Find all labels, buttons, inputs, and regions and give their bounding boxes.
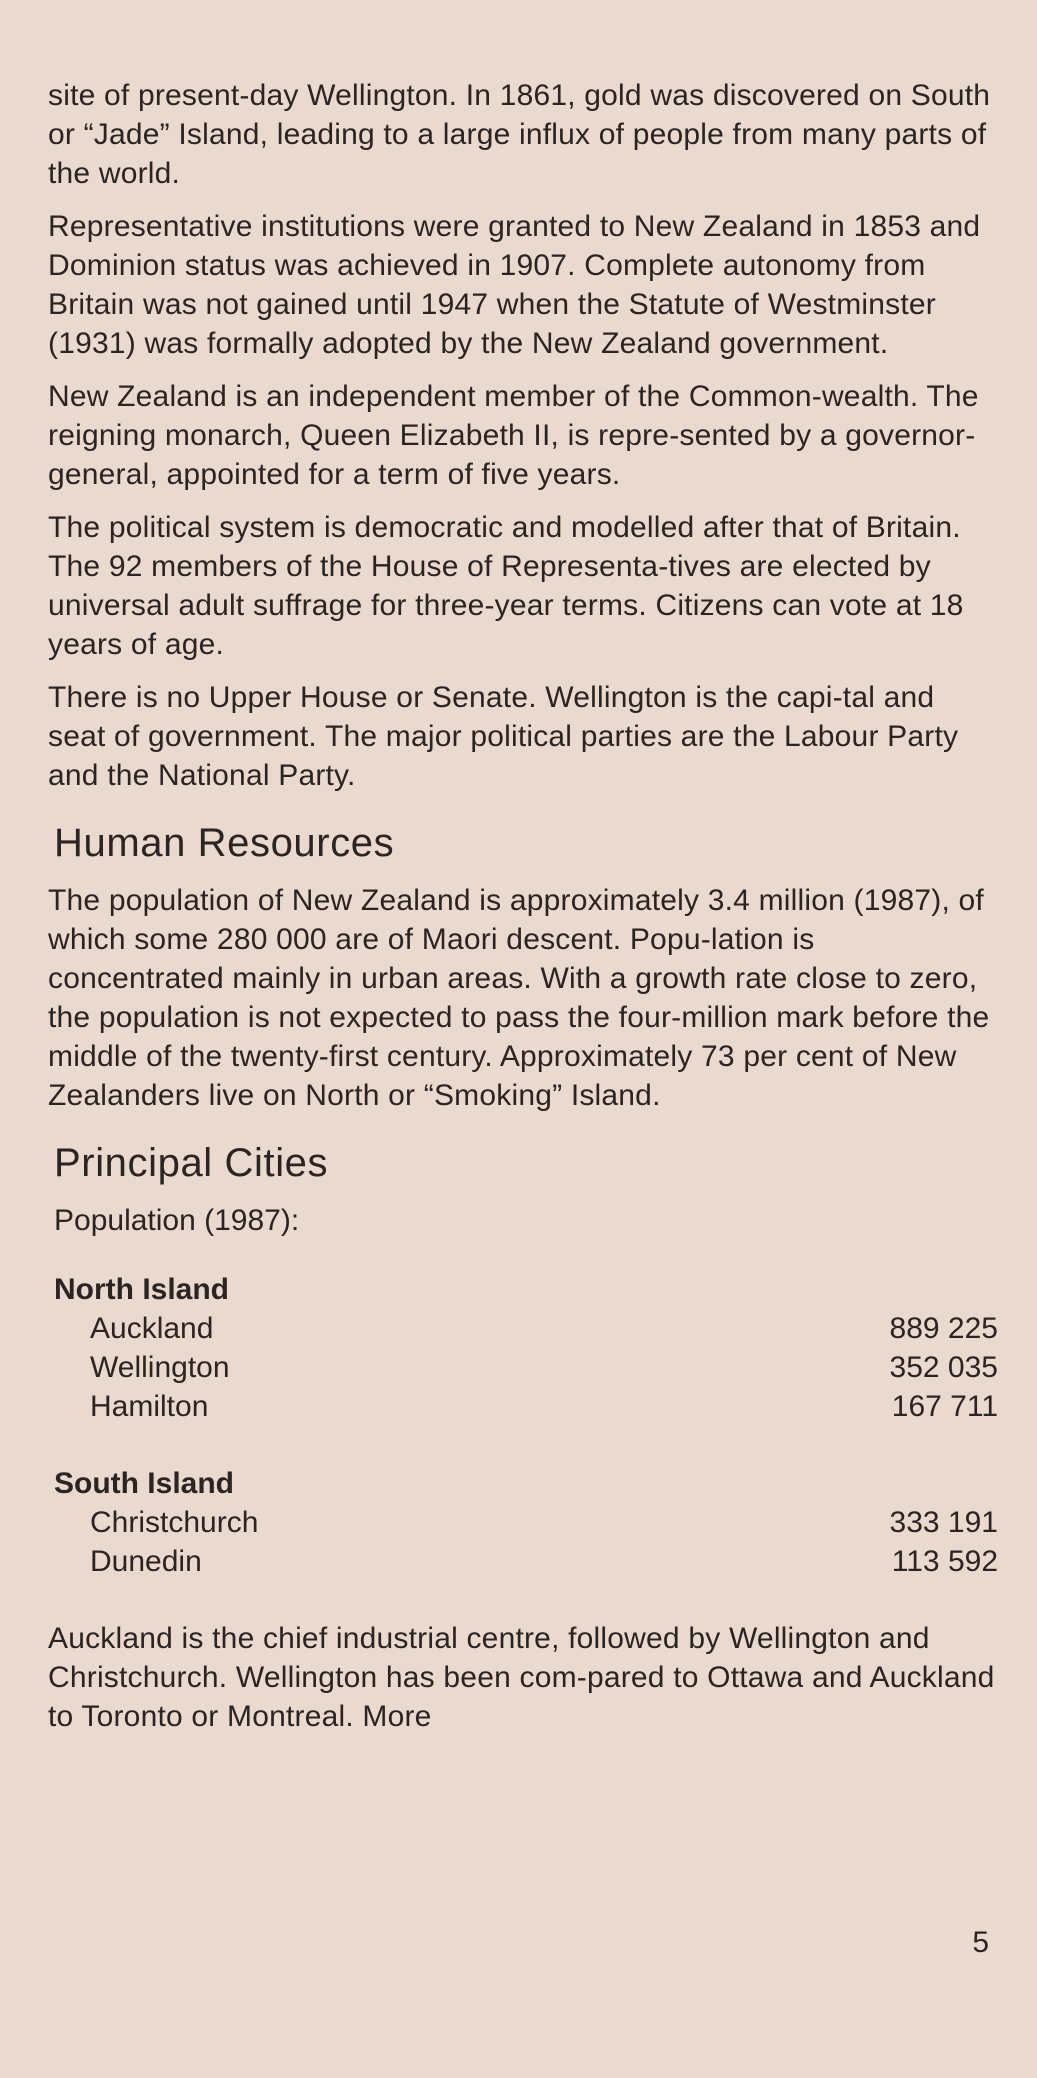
paragraph-representative-institutions: Representative institutions were granted to New Zealand in 1853 and Dominion status was achieved in 1907. Complete autonomy from Britain was not gained until 1947 when the Statute of Westminster (1931) was formally adopted by the New Zealand government. (48, 210, 981, 360)
south-island-title: South Island (54, 1467, 234, 1500)
city-name: Christchurch (90, 1506, 259, 1539)
city-name: Hamilton (90, 1390, 209, 1423)
city-population: 352 035 (889, 1351, 998, 1384)
page-number: 5 (972, 1926, 989, 1959)
city-population: 167 711 (891, 1390, 998, 1423)
city-population: 113 592 (891, 1545, 998, 1578)
heading-principal-cities: Principal Cities (54, 1141, 329, 1185)
city-population: 333 191 (889, 1506, 998, 1539)
city-name: Wellington (90, 1351, 230, 1384)
city-row (54, 1348, 998, 1387)
south-island-group (54, 1464, 998, 1581)
paragraph-commonwealth: New Zealand is an independent member of the Common-wealth. The reigning monarch, Queen Elizabeth II, is repre-sented by a governor-general, appointed for a term of five years. (48, 380, 979, 491)
city-name: Auckland (90, 1312, 214, 1345)
city-population: 889 225 (889, 1312, 998, 1345)
north-island-title: North Island (54, 1273, 230, 1306)
city-row (54, 1387, 998, 1426)
city-row (54, 1542, 998, 1581)
city-name: Dunedin (90, 1545, 202, 1578)
paragraph-gold-discovery: site of present-day Wellington. In 1861, gold was discovered on South or “Jade” Island, leading to a large influx of people from many parts of the world. (48, 79, 991, 190)
population-year-label: Population (1987): (54, 1204, 300, 1237)
city-row (54, 1309, 998, 1348)
paragraph-upper-house: There is no Upper House or Senate. Wellington is the capi-tal and seat of government. The major political parties are the Labour Party and the National Party. (48, 681, 959, 792)
page-content (48, 76, 998, 1750)
north-island-group (54, 1270, 998, 1426)
paragraph-population: The population of New Zealand is approximately 3.4 million (1987), of which some 280 000 are of Maori descent. Popu-lation is concentrated mainly in urban areas. With a growth rate close to zero, the population is not expected to pass the four-million mark before the middle of the twenty-first century. Approximately 73 per cent of New Zealanders live on North or “Smoking” Island. (48, 884, 990, 1112)
paragraph-industrial-centre: Auckland is the chief industrial centre, followed by Wellington and Christchurch. Wellington has been com-pared to Ottawa and Auckland to Toronto or Montreal. More (48, 1622, 995, 1733)
paragraph-political-system: The political system is democratic and modelled after that of Britain. The 92 members of the House of Representa-tives are elected by universal adult suffrage for three-year terms. Citizens can vote at 18 years of age. (48, 511, 964, 661)
city-row (54, 1503, 998, 1542)
heading-human-resources: Human Resources (54, 821, 395, 865)
